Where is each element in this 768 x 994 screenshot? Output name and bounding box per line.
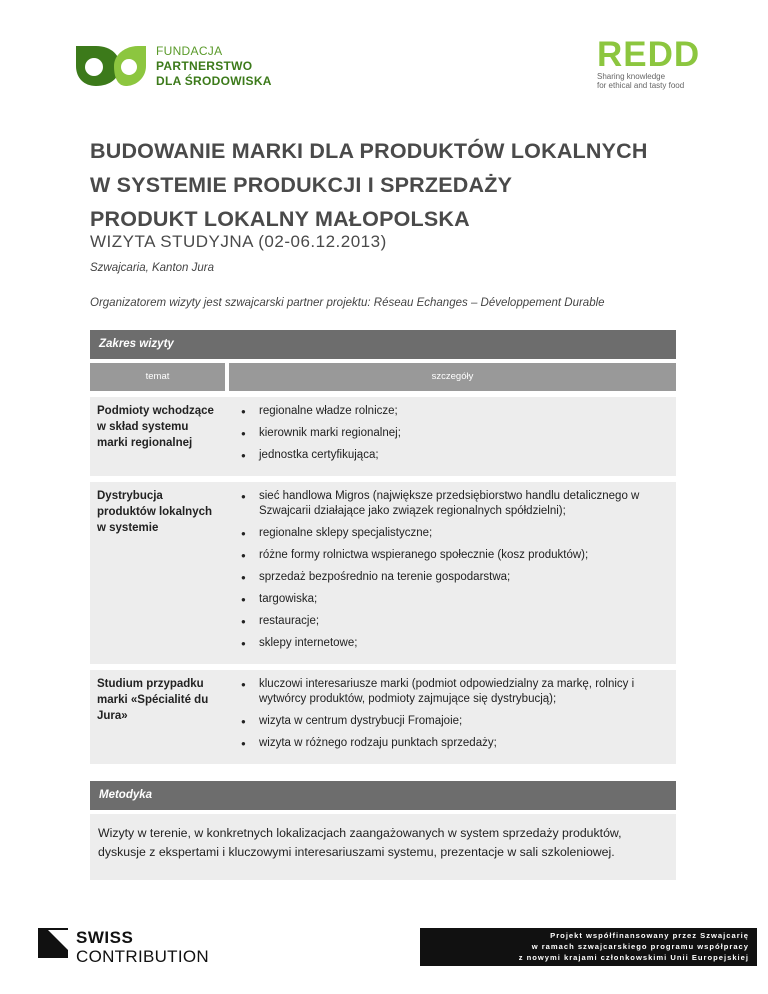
title-line-3: PRODUKT LOKALNY MAŁOPOLSKA	[90, 207, 470, 231]
band-line-3: z nowymi krajami członkowskimi Unii Europejskiej	[518, 953, 749, 962]
bullet-icon: ●	[241, 492, 246, 501]
list-item: ● regionalne władze rolnicze;	[241, 405, 398, 417]
table-row	[90, 670, 676, 764]
cofinancing-band	[420, 928, 757, 966]
fundacja-logo	[74, 42, 272, 90]
row-details	[229, 670, 676, 764]
list-item: ● sprzedaż bezpośrednio na terenie gospodarstwa;	[241, 571, 511, 583]
table-row	[90, 482, 676, 664]
bullet-icon: ●	[241, 595, 246, 604]
redd-wordmark: REDD	[597, 35, 701, 74]
list-item: ● regionalne sklepy specjalistyczne;	[241, 527, 433, 539]
bullet-icon: ●	[241, 451, 246, 460]
swiss-line-1: SWISS	[76, 928, 134, 947]
row-topic: Studium przypadku marki «Spécialité du Jura»	[90, 670, 225, 764]
swiss-flag-icon	[38, 928, 68, 958]
document-subtitle: WIZYTA STUDYJNA (02-06.12.2013)	[90, 232, 387, 251]
fundacja-line-1: FUNDACJA	[156, 43, 223, 58]
methodology-header-bar: Metodyka	[90, 781, 676, 810]
bullet-icon: ●	[241, 529, 246, 538]
bullet-icon: ●	[241, 617, 246, 626]
fundacja-leaf-icon	[74, 42, 148, 90]
bullet-icon: ●	[241, 551, 246, 560]
redd-tagline-1: Sharing knowledge	[597, 72, 666, 81]
bullet-icon: ●	[241, 717, 246, 726]
title-line-1: BUDOWANIE MARKI DLA PRODUKTÓW LOKALNYCH	[90, 139, 648, 163]
redd-tagline-2: for ethical and tasty food	[597, 81, 685, 90]
redd-logo	[597, 35, 707, 90]
list-item: ● kluczowi interesariusze marki (podmiot odpowiedzialny za markę, rolnicy i wytwórcy produktów, podmioty zajmujące się dystrybucją);	[241, 678, 635, 705]
scope-table	[90, 330, 676, 764]
document-title	[90, 134, 690, 236]
row-topic: Dystrybucja produktów lokalnych w systemie	[90, 482, 225, 664]
bullet-icon: ●	[241, 739, 246, 748]
list-item: ● sieć handlowa Migros (największe przedsiębiorstwo handlu detalicznego w Szwajcarii działające jako związek regionalnych spółdzielni);	[241, 490, 640, 517]
organizer-note: Organizatorem wizyty jest szwajcarski partner projektu: Réseau Echanges – Développement Durable	[90, 297, 605, 309]
list-item: ● restauracje;	[241, 615, 320, 627]
scope-header-bar: Zakres wizyty	[90, 330, 676, 359]
bullet-icon: ●	[241, 680, 246, 689]
list-item: ● wizyta w centrum dystrybucji Fromajoie;	[241, 715, 463, 727]
column-header-details: szczegóły	[229, 363, 676, 391]
row-details	[229, 397, 676, 476]
list-item: ● wizyta w różnego rodzaju punktach sprzedaży;	[241, 737, 497, 749]
list-item: ● kierownik marki regionalnej;	[241, 427, 401, 439]
methodology-body: Wizyty w terenie, w konkretnych lokalizacjach zaangażowanych w system sprzedaży produktów, dyskusje z ekspertami i kluczowymi interesariuszami systemu, prezentacje w sali szkoleniowej.	[90, 814, 676, 880]
table-row	[90, 397, 676, 476]
column-header-topic: temat	[90, 363, 225, 391]
band-line-2: w ramach szwajcarskiego programu współpracy	[531, 942, 749, 951]
swiss-line-2: CONTRIBUTION	[76, 947, 209, 966]
fundacja-line-2: PARTNERSTWO	[156, 58, 253, 73]
list-item: ● różne formy rolnictwa wspieranego społecznie (kosz produktów);	[241, 549, 589, 561]
title-line-2: W SYSTEMIE PRODUKCJI I SPRZEDAŻY	[90, 173, 513, 197]
list-item: ● targowiska;	[241, 593, 318, 605]
visit-location: Szwajcaria, Kanton Jura	[90, 262, 215, 274]
row-details	[229, 482, 676, 664]
methodology-section	[90, 781, 676, 880]
fundacja-line-3: DLA ŚRODOWISKA	[156, 73, 272, 88]
list-item: ● sklepy internetowe;	[241, 637, 358, 649]
list-item: ● jednostka certyfikująca;	[241, 449, 379, 461]
band-line-1: Projekt współfinansowany przez Szwajcarię	[550, 931, 749, 940]
swiss-contribution-logo	[38, 928, 209, 966]
row-topic: Podmioty wchodzące w skład systemu marki regionalnej	[90, 397, 225, 476]
bullet-icon: ●	[241, 407, 246, 416]
bullet-icon: ●	[241, 573, 246, 582]
bullet-icon: ●	[241, 429, 246, 438]
bullet-icon: ●	[241, 639, 246, 648]
